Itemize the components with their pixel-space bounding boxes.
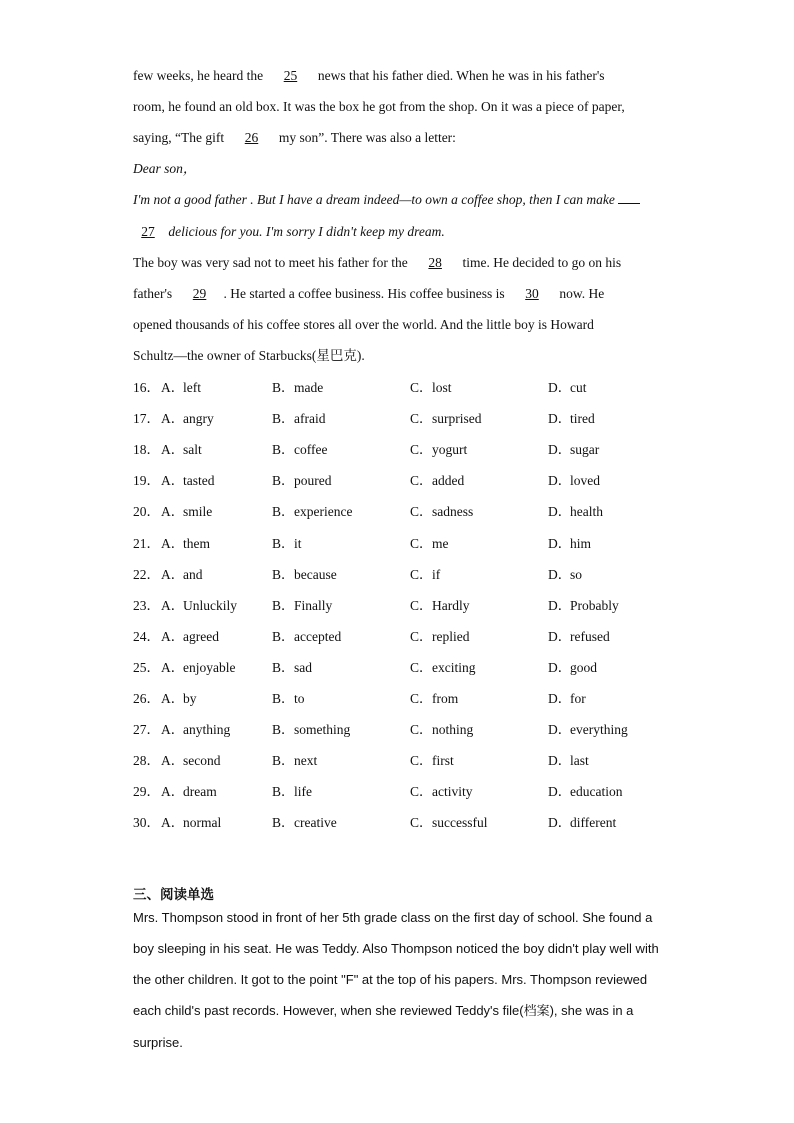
option-d (548, 535, 591, 553)
option-text: different (570, 815, 617, 830)
option-a (161, 752, 221, 770)
option-text: coffee (294, 442, 328, 457)
option-b (272, 441, 327, 459)
option-letter: C． (410, 629, 433, 644)
letter-greeting: Dear son， (133, 161, 197, 176)
option-letter: A． (161, 815, 185, 830)
option-a (161, 690, 197, 708)
option-text: him (570, 536, 592, 551)
option-c (410, 752, 454, 770)
question-number: 24． (133, 629, 160, 644)
question-row (133, 597, 693, 615)
option-letter: C． (410, 598, 433, 613)
option-letter: D． (548, 504, 572, 519)
reading-line-4: each child's past records. However, when she reviewed Teddy's file(档案), she was in a (133, 1003, 634, 1018)
option-b (272, 472, 332, 490)
question-number: 26． (133, 691, 160, 706)
option-c (410, 535, 449, 553)
question-number: 27． (133, 722, 160, 737)
option-letter: B． (272, 629, 295, 644)
reading-line-1: Mrs. Thompson stood in front of her 5th grade class on the first day of school. She found a (133, 910, 653, 925)
option-b (272, 814, 337, 832)
option-letter: B． (272, 722, 295, 737)
option-letter: A． (161, 784, 185, 799)
option-letter: C． (410, 815, 433, 830)
text: news that his father died. When he was in his father's (314, 68, 605, 83)
option-letter: B． (272, 691, 295, 706)
option-c (410, 566, 440, 584)
option-text: everything (570, 722, 628, 737)
passage-line-opened: opened thousands of his coffee stores all over the world. And the little boy is Howard (133, 317, 594, 332)
option-text: enjoyable (183, 660, 236, 675)
option-c (410, 410, 482, 428)
question-number: 23． (133, 598, 160, 613)
question-row (133, 566, 693, 584)
option-text: added (432, 473, 465, 488)
option-letter: B． (272, 784, 295, 799)
option-a (161, 721, 230, 739)
option-letter: A． (161, 504, 185, 519)
question-number: 28． (133, 753, 160, 768)
option-letter: C． (410, 442, 433, 457)
option-b (272, 503, 352, 521)
option-a (161, 410, 214, 428)
question-row (133, 752, 693, 770)
option-letter: D． (548, 753, 572, 768)
option-c (410, 503, 473, 521)
option-text: second (183, 753, 221, 768)
option-c (410, 441, 467, 459)
option-c (410, 690, 458, 708)
option-b (272, 783, 312, 801)
option-letter: B． (272, 753, 295, 768)
option-d (548, 441, 599, 459)
option-letter: A． (161, 691, 185, 706)
passage-line-schultz: Schultz—the owner of Starbucks(星巴克). (133, 348, 365, 363)
option-b (272, 597, 332, 615)
option-c (410, 659, 476, 677)
option-d (548, 410, 595, 428)
option-text: activity (432, 784, 473, 799)
option-letter: C． (410, 753, 433, 768)
option-letter: A． (161, 598, 185, 613)
option-text: normal (183, 815, 222, 830)
option-d (548, 503, 603, 521)
option-text: Hardly (432, 598, 470, 613)
option-text: sad (294, 660, 312, 675)
option-letter: B． (272, 411, 295, 426)
option-text: Finally (294, 598, 333, 613)
blank-28: 28 (428, 255, 442, 270)
option-text: surprised (432, 411, 482, 426)
option-text: afraid (294, 411, 326, 426)
text: delicious for you. I'm sorry I didn't keep my dream. (165, 224, 445, 239)
option-c (410, 597, 470, 615)
option-text: from (432, 691, 459, 706)
option-text: sadness (432, 504, 474, 519)
option-a (161, 441, 202, 459)
option-a (161, 597, 237, 615)
question-number: 25． (133, 660, 160, 675)
option-text: health (570, 504, 603, 519)
option-letter: C． (410, 411, 433, 426)
option-a (161, 503, 212, 521)
question-row (133, 814, 693, 832)
option-text: made (294, 380, 324, 395)
option-d (548, 379, 587, 397)
option-letter: B． (272, 598, 295, 613)
text: I'm not a good father . But I have a dream indeed—to own a coffee shop, then I can make (133, 192, 619, 207)
option-a (161, 566, 203, 584)
text: . He started a coffee business. His coffee business is (223, 286, 508, 301)
option-text: first (432, 753, 454, 768)
question-row (133, 503, 693, 521)
option-text: Probably (570, 598, 619, 613)
text: time. He decided to go on his (459, 255, 622, 270)
option-text: next (294, 753, 318, 768)
option-letter: D． (548, 629, 572, 644)
option-b (272, 535, 302, 553)
option-a (161, 814, 221, 832)
option-text: me (432, 536, 449, 551)
option-text: and (183, 567, 203, 582)
option-text: refused (570, 629, 610, 644)
option-text: life (294, 784, 312, 799)
option-text: experience (294, 504, 353, 519)
option-letter: B． (272, 567, 295, 582)
option-text: tasted (183, 473, 215, 488)
option-text: sugar (570, 442, 600, 457)
option-text: replied (432, 629, 470, 644)
blank-30: 30 (525, 286, 539, 301)
option-letter: B． (272, 504, 295, 519)
option-b (272, 410, 325, 428)
option-letter: B． (272, 815, 295, 830)
option-text: good (570, 660, 597, 675)
option-b (272, 628, 341, 646)
question-number: 22． (133, 567, 160, 582)
option-letter: D． (548, 567, 572, 582)
option-c (410, 721, 473, 739)
passage-line-29 (133, 285, 604, 303)
question-number: 30． (133, 815, 160, 830)
text: now. He (555, 286, 605, 301)
option-letter: D． (548, 473, 572, 488)
question-number: 18． (133, 442, 160, 457)
option-letter: D． (548, 784, 572, 799)
option-d (548, 783, 622, 801)
option-letter: C． (410, 473, 433, 488)
option-d (548, 597, 619, 615)
text: my son”. There was also a letter: (275, 130, 456, 145)
question-row (133, 783, 693, 801)
option-b (272, 659, 312, 677)
option-letter: C． (410, 380, 433, 395)
option-b (272, 690, 305, 708)
option-letter: B． (272, 442, 295, 457)
option-text: successful (432, 815, 488, 830)
option-text: yogurt (432, 442, 468, 457)
option-a (161, 472, 215, 490)
question-row (133, 628, 693, 646)
blank-27-start (618, 191, 640, 204)
blank-26: 26 (244, 130, 259, 145)
option-letter: D． (548, 815, 572, 830)
option-text: anything (183, 722, 231, 737)
option-letter: B． (272, 473, 295, 488)
option-b (272, 379, 323, 397)
option-letter: B． (272, 536, 295, 551)
section-title: 三、阅读单选 (133, 887, 214, 903)
option-c (410, 472, 464, 490)
option-text: lost (432, 380, 452, 395)
option-text: tired (570, 411, 595, 426)
option-d (548, 659, 597, 677)
option-text: dream (183, 784, 217, 799)
passage-line-1 (133, 67, 605, 85)
text: few weeks, he heard the (133, 68, 267, 83)
option-text: so (570, 567, 583, 582)
passage-line-2: room, he found an old box. It was the box he got from the shop. On it was a piece of paper, (133, 99, 625, 114)
option-text: angry (183, 411, 214, 426)
option-letter: D． (548, 442, 572, 457)
blank-29: 29 (192, 286, 207, 301)
option-c (410, 628, 469, 646)
blank-27: 27 (141, 224, 155, 239)
option-letter: C． (410, 784, 433, 799)
option-text: something (294, 722, 351, 737)
option-a (161, 379, 201, 397)
passage-line-3 (133, 129, 456, 147)
option-d (548, 566, 582, 584)
text: The boy was very sad not to meet his father for the (133, 255, 412, 270)
option-text: exciting (432, 660, 476, 675)
blank-25: 25 (283, 68, 298, 83)
question-number: 20． (133, 504, 160, 519)
option-text: education (570, 784, 623, 799)
option-text: to (294, 691, 305, 706)
question-row (133, 690, 693, 708)
question-number: 17． (133, 411, 160, 426)
option-text: nothing (432, 722, 474, 737)
passage-line-28 (133, 254, 621, 272)
question-number: 29． (133, 784, 160, 799)
option-a (161, 535, 210, 553)
option-letter: A． (161, 753, 185, 768)
option-letter: C． (410, 660, 433, 675)
question-number: 19． (133, 473, 160, 488)
option-d (548, 690, 586, 708)
letter-line-1 (133, 191, 640, 209)
option-d (548, 721, 628, 739)
option-letter: A． (161, 411, 185, 426)
option-text: by (183, 691, 197, 706)
option-text: creative (294, 815, 337, 830)
reading-line-2: boy sleeping in his seat. He was Teddy. Also Thompson noticed the boy didn't play well with (133, 941, 659, 956)
option-letter: A． (161, 629, 185, 644)
option-text: salt (183, 442, 202, 457)
option-letter: C． (410, 504, 433, 519)
option-c (410, 783, 473, 801)
question-row (133, 721, 693, 739)
option-text: it (294, 536, 302, 551)
question-number: 16． (133, 380, 160, 395)
question-row (133, 379, 693, 397)
option-text: last (570, 753, 589, 768)
option-letter: D． (548, 691, 572, 706)
option-letter: A． (161, 380, 185, 395)
option-text: agreed (183, 629, 219, 644)
text: saying, “The gift (133, 130, 228, 145)
option-text: accepted (294, 629, 342, 644)
option-text: for (570, 691, 586, 706)
option-letter: B． (272, 660, 295, 675)
option-text: cut (570, 380, 587, 395)
option-letter: C． (410, 691, 433, 706)
option-c (410, 379, 452, 397)
option-d (548, 752, 589, 770)
text: father's (133, 286, 176, 301)
question-row (133, 535, 693, 553)
option-text: them (183, 536, 210, 551)
option-d (548, 814, 616, 832)
option-letter: A． (161, 660, 185, 675)
option-letter: D． (548, 536, 572, 551)
option-letter: A． (161, 442, 185, 457)
option-letter: A． (161, 473, 185, 488)
reading-line-5: surprise. (133, 1035, 183, 1050)
question-row (133, 441, 693, 459)
option-letter: C． (410, 567, 433, 582)
option-letter: C． (410, 536, 433, 551)
option-text: if (432, 567, 441, 582)
reading-line-3: the other children. It got to the point "F" at the top of his papers. Mrs. Thompson reviewed (133, 972, 648, 987)
option-b (272, 752, 317, 770)
letter-line-2 (133, 223, 445, 241)
option-letter: C． (410, 722, 433, 737)
option-letter: A． (161, 722, 185, 737)
option-letter: D． (548, 598, 572, 613)
option-letter: D． (548, 722, 572, 737)
option-b (272, 566, 337, 584)
option-d (548, 628, 610, 646)
option-a (161, 783, 217, 801)
option-d (548, 472, 600, 490)
option-letter: A． (161, 567, 185, 582)
option-text: smile (183, 504, 213, 519)
question-row (133, 410, 693, 428)
option-c (410, 814, 487, 832)
option-text: Unluckily (183, 598, 237, 613)
option-letter: D． (548, 660, 572, 675)
option-a (161, 659, 235, 677)
option-text: left (183, 380, 201, 395)
option-letter: D． (548, 380, 572, 395)
option-text: loved (570, 473, 600, 488)
option-text: poured (294, 473, 332, 488)
option-a (161, 628, 219, 646)
option-letter: D． (548, 411, 572, 426)
option-b (272, 721, 350, 739)
option-text: because (294, 567, 337, 582)
question-number: 21． (133, 536, 160, 551)
option-letter: B． (272, 380, 295, 395)
option-letter: A． (161, 536, 185, 551)
question-row (133, 472, 693, 490)
question-row (133, 659, 693, 677)
